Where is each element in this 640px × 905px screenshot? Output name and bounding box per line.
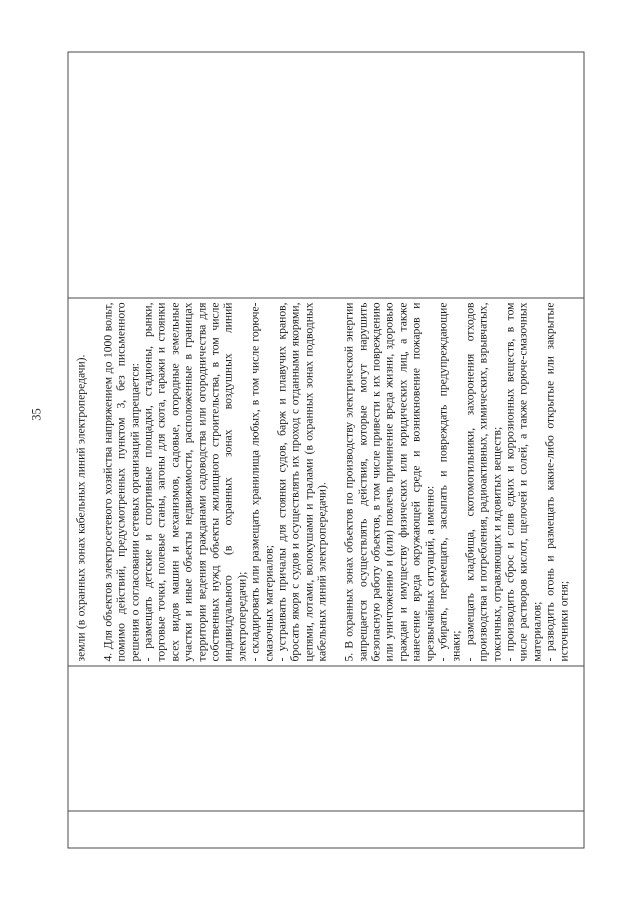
paragraph: - складировать или размещать хранилища любых, в том числе горюче-смазочных материалов; — [248, 302, 275, 661]
paragraph: - размещать детские и спортивные площадки, стадионы, рынки, торговые точки, полевые станы, загоны для скота, гаражи и стоянки всех видов машин и механизмов, садовые, огородные земельные участки и иные объекты недвижимости, расположенные в границах территории ведения гражданами садоводства или огородничества для собственных нужд объекты жилищного строительства, в том числе индивидуального (в охранных зонах воздушных линий электропередачи); — [141, 302, 248, 661]
paragraph: - разводить огонь и размещать какие-либо открытые или закрытые источники огня; — [543, 302, 570, 661]
paragraph: - размещать кладбища, скотомогильники, захоронения отходов производства и потребления, радиоактивных, химических, взрывчатых, токсичных, отравляющих и ядовитых веществ; — [462, 302, 503, 661]
table-cell-notes-column — [68, 52, 583, 297]
paragraph: земли (в охранных зонах кабельных линий электропередачи). — [74, 354, 87, 661]
table-cell-number-column — [68, 810, 583, 847]
table-cell-text — [68, 297, 583, 665]
paragraph: 4. Для объектов электросетевого хозяйства напряжением до 1000 вольт, помимо действий, предусмотренных пунктом 3, без письменного решения о согласовании сетевых организаций запрещается: — [100, 302, 141, 661]
content-table — [67, 51, 584, 848]
paragraph: 5. В охранных зонах объектов по производству электрической энергии запрещается осуществлять действия, которые могут нарушить безопасную работу объектов, в том числе привести к их повреждению или уничтожению и (или) повлечь причинение вреда жизни, здоровью граждан и имуществу физических или юридических лиц, а также нанесение вреда окружающей среде и возникновение пожаров и чрезвычайных ситуаций, а именно: — [342, 302, 436, 661]
paragraph: - производить сброс и слив едких и коррозионных веществ, в том числе растворов кислот, щелочей и солей, а также горюче-смазочных материалов; — [502, 302, 543, 661]
paragraph: - убирать, перемещать, засыпать и повреждать предупреждающие знаки; — [435, 302, 463, 661]
table-cell-date-column — [68, 665, 583, 810]
page-number: 35 — [29, 407, 43, 421]
paragraph: - устраивать причалы для стоянки судов, барж и плавучих кранов, бросать якоря с судов и осуществлять их проход с отданными якорями, цепями, лотами, волокушами и тралами (в охранных зонах подводных кабельных линий электропередачи). — [275, 302, 329, 661]
